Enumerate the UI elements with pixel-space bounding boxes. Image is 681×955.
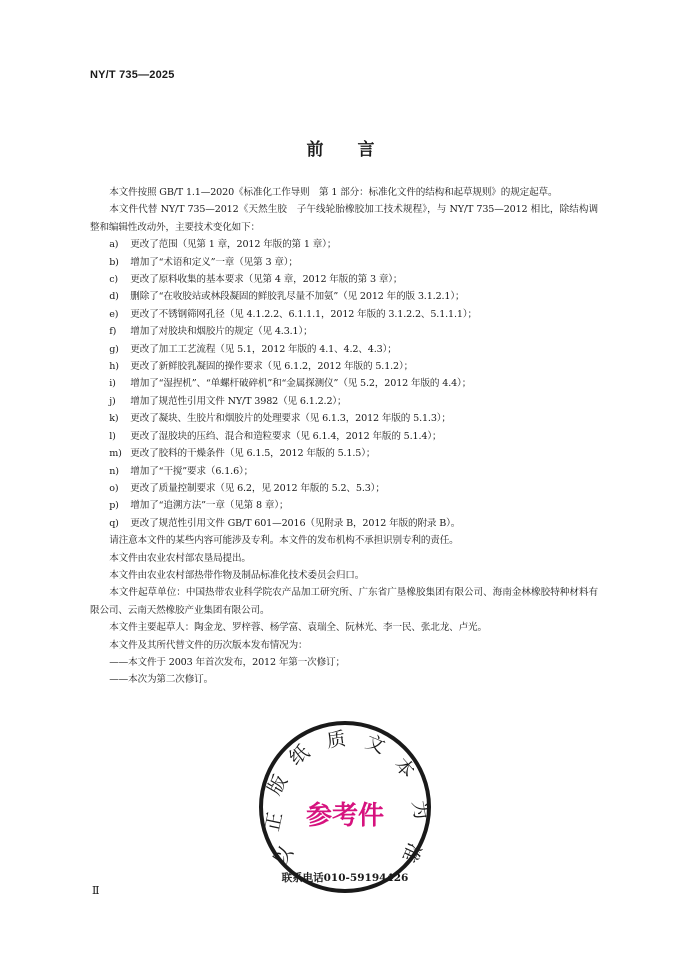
list-item-text: 更改了胶料的干燥条件（见 6.1.5，2012 年版的 5.1.5）； xyxy=(130,448,376,460)
list-item xyxy=(90,375,598,392)
page-title: 前言 xyxy=(306,140,409,160)
committee: 本文件由农业农村部热带作物及制品标准化技术委员会归口。 xyxy=(109,569,365,581)
list-item-text: 更改了原料收集的基本要求（见第 4 章，2012 年版的第 3 章）； xyxy=(130,274,403,286)
list-item-text: 更改了质量控制要求（见 6.2，见 2012 年版的 5.2、5.3）； xyxy=(130,482,385,494)
list-item xyxy=(90,358,598,375)
list-item-text: 更改了新鲜胶乳凝固的操作要求（见 6.1.2，2012 年版的 5.1.2）； xyxy=(130,361,414,373)
stamp-phone-text: 联系电话010-59194426 xyxy=(281,872,409,884)
list-item-text: 增加了对胶块和烟胶片的规定（见 4.3.1）； xyxy=(130,326,313,338)
list-item xyxy=(90,393,598,410)
history-item: ——本次为第二次修订。 xyxy=(109,674,214,686)
list-item xyxy=(90,410,598,427)
list-item-text: 删除了“在收胶站或林段凝固的鲜胶乳尽量不加氨”（见 2012 年的版 3.1.2.1）； xyxy=(130,291,465,303)
list-item xyxy=(90,323,598,340)
list-item-label: m) xyxy=(109,448,122,460)
proposer: 本文件由农业农村部农垦局提出。 xyxy=(109,552,251,564)
list-item-label: o) xyxy=(109,482,119,494)
list-item xyxy=(90,236,598,253)
list-item-text: 更改了不锈钢筛网孔径（见 4.1.2.2、6.1.1.1，2012 年版的 3.1.2.2、5.1.1.1）； xyxy=(130,308,477,320)
list-item-label: c) xyxy=(109,274,119,286)
stamp-ring-char: 纸 xyxy=(285,740,314,770)
list-item xyxy=(90,428,598,445)
stamp-ring-char: 质 xyxy=(325,727,348,753)
drafters: 本文件主要起草人：陶金龙、罗梓蓉、杨学富、袁瑞全、阮林光、李一民、张北龙、卢光。 xyxy=(109,622,487,634)
list-item xyxy=(90,497,598,514)
list-item xyxy=(90,341,598,358)
list-item-text: 更改了加工工艺流程（见 5.1，2012 年版的 4.1、4.2、4.3）； xyxy=(130,343,397,355)
list-item-label: l) xyxy=(109,430,116,442)
stamp-ring-char: 正 xyxy=(261,810,287,834)
list-item-label: q) xyxy=(109,517,119,529)
reference-copy-stamp xyxy=(258,720,432,894)
standard-code: NY/T 735—2025 xyxy=(90,69,175,81)
list-item-label: a) xyxy=(109,239,119,251)
list-item-text: 增加了“湿捏机”、“单螺杆破碎机”和“金属探测仪”（见 5.2，2012 年版的 4.4）； xyxy=(130,378,472,390)
list-item xyxy=(90,463,598,480)
list-item xyxy=(90,306,598,323)
list-item-label: n) xyxy=(109,465,119,477)
list-item-text: 更改了湿胶块的压绉、混合和造粒要求（见 6.1.4，2012 年版的 5.1.4）； xyxy=(130,430,442,442)
list-item-label: e) xyxy=(109,308,119,320)
list-item xyxy=(90,271,598,288)
changes-list xyxy=(90,236,598,532)
list-item xyxy=(90,445,598,462)
stamp-ring-char: 准 xyxy=(397,839,426,866)
list-item-label: f) xyxy=(109,326,117,338)
list-item-label: k) xyxy=(109,413,119,425)
list-item-label: d) xyxy=(109,291,119,303)
stamp-ring-char: 以 xyxy=(268,842,298,871)
stamp-ring-char: 文 xyxy=(362,730,389,759)
list-item-text: 更改了凝块、生胶片和烟胶片的处理要求（见 6.1.3，2012 年版的 5.1.3）； xyxy=(130,413,451,425)
drafting-units: 本文件起草单位：中国热带农业科学院农产品加工研究所、广东省广垦橡胶集团有限公司、海南金林橡胶特种材料有限公司、云南天然橡胶产业集团有限公司。 xyxy=(90,587,598,616)
stamp-ring-char: 为 xyxy=(407,798,432,822)
list-item-text: 增加了规范性引用文件 NY/T 3982（见 6.1.2.2）； xyxy=(130,395,347,407)
stamp-center-text: 参考件 xyxy=(305,801,385,831)
list-item xyxy=(90,254,598,271)
list-item xyxy=(90,480,598,497)
patent-notice: 请注意本文件的某些内容可能涉及专利。本文件的发布机构不承担识别专利的责任。 xyxy=(109,535,459,547)
list-item-label: j) xyxy=(109,395,116,407)
list-item-text: 更改了范围（见第 1 章，2012 年版的第 1 章）； xyxy=(130,239,337,251)
paragraph: 本文件按照 GB/T 1.1—2020《标准化工作导则 第 1 部分：标准化文件的结构和起草规则》的规定起草。 xyxy=(109,187,558,198)
foreword-body xyxy=(90,184,598,689)
history-heading: 本文件及其所代替文件的历次版本发布情况为： xyxy=(109,639,308,651)
list-item-label: p) xyxy=(109,500,119,512)
list-item-text: 更改了规范性引用文件 GB/T 601—2016（见附录 B，2012 年版的附录 B）。 xyxy=(130,517,461,529)
page-number: Ⅱ xyxy=(92,884,100,897)
list-item-label: g) xyxy=(109,343,119,355)
list-item-label: b) xyxy=(109,256,119,268)
list-item xyxy=(90,515,598,532)
list-item xyxy=(90,288,598,305)
list-item-text: 增加了“干搅”要求（6.1.6）； xyxy=(130,465,254,477)
stamp-ring-char: 版 xyxy=(263,771,293,799)
history-item: ——本文件于 2003 年首次发布，2012 年第一次修订； xyxy=(109,656,345,668)
list-item-text: 增加了“追溯方法”一章（见第 8 章）； xyxy=(130,500,289,512)
list-item-text: 增加了“术语和定义”一章（见第 3 章）； xyxy=(130,256,298,268)
list-item-label: i) xyxy=(109,378,116,390)
stamp-ring-char: 本 xyxy=(389,753,419,783)
paragraph: 本文件代替 NY/T 735—2012《天然生胶 子午线轮胎橡胶加工技术规程》，与 NY/T 735—2012 相比，除结构调整和编辑性改动外，主要技术变化如下： xyxy=(90,204,598,233)
list-item-label: h) xyxy=(109,361,119,373)
